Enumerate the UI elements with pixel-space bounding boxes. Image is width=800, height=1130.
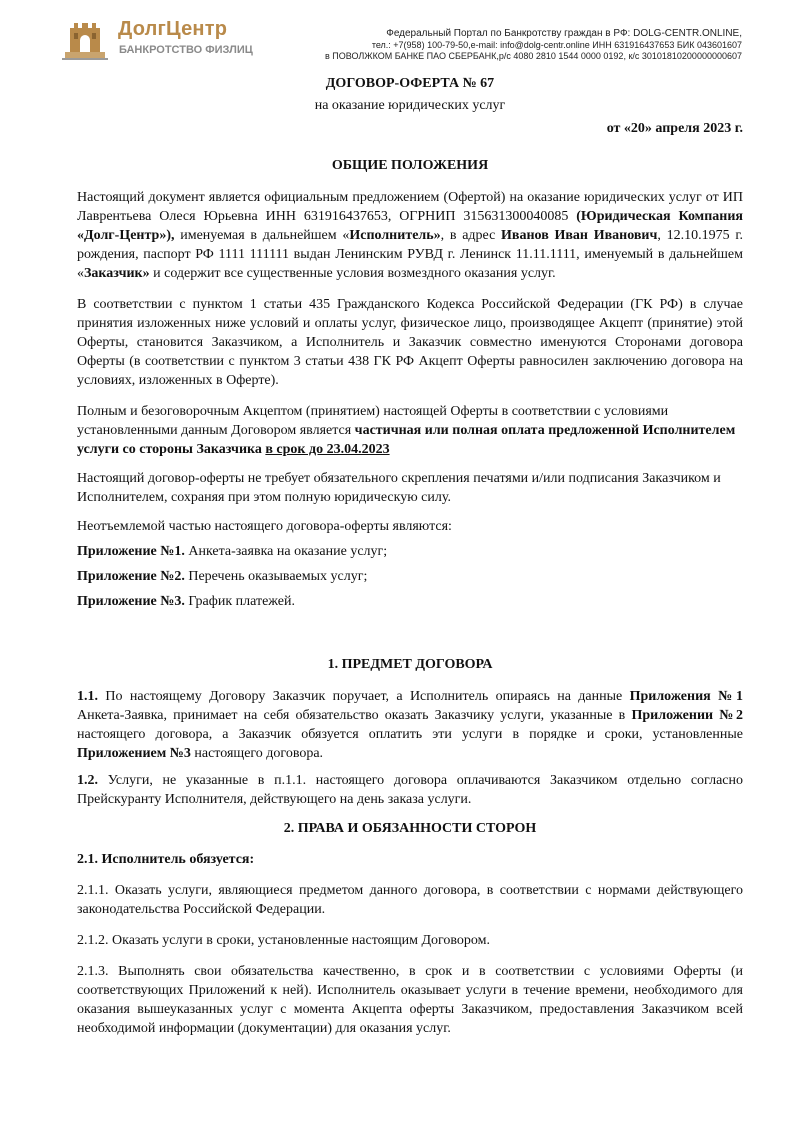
- no-seal-paragraph: Настоящий договор-оферты не требует обязательного скрепления печатями и/или подписания Заказчиком и Исполнителем, сохраняя при этом полную юридическую силу.: [77, 471, 721, 505]
- full-acceptance-paragraph: Полным и безоговорочным Акцептом (принятием) настоящей Оферты в соответствии с условиями установленными данным Договором является частичная или полная оплата предложенной Исполнителем услуги со стороны Заказчика в срок до 23.04.2023: [77, 404, 736, 457]
- brand-name: ДолгЦентр: [118, 18, 228, 40]
- general-provisions-heading: ОБЩИЕ ПОЛОЖЕНИЯ: [331, 158, 489, 173]
- brand-subtitle: БАНКРОТСТВО ФИЗЛИЦ: [119, 44, 253, 56]
- intro-paragraph: Настоящий документ является официальным предложением (Офертой) на оказание юридических услуг от ИП Лаврентьева Олеся Юрьевна ИНН 631916437653, ОГРНИП 315631300040085 (Юридическая Компания «Долг-Центр»), именуемая в дальнейшем «Исполнитель», в адрес Иванов Иван Иванович, 12.10.1975 г. рождения, паспорт РФ 1111 111111 выдан Ленинским РУВД г. Ленинск 11.11.1111, именуемый в дальнейшем «Заказчик» и содержит все существенные условия возмездного оказания услуг.: [77, 190, 743, 281]
- appendix-item: Приложение №2. Перечень оказываемых услуг;: [77, 569, 368, 584]
- section1-heading: 1. ПРЕДМЕТ ДОГОВОРА: [327, 657, 493, 672]
- clause-2-1-2: 2.1.2. Оказать услуги в сроки, установленные настоящим Договором.: [77, 933, 490, 948]
- document-subtitle: на оказание юридических услуг: [314, 98, 506, 113]
- bank-line: в ПОВОЛЖКОМ БАНКЕ ПАО СБЕРБАНК,р/с 4080 2810 1544 0000 0192, к/с 30101810200000000607: [325, 51, 742, 61]
- subsection-2-1-heading: 2.1. Исполнитель обязуется:: [77, 852, 255, 867]
- contacts-line: тел.: +7(958) 100-79-50,e-mail: info@dolg-centr.online ИНН 631916437653 БИК 043601607: [371, 40, 742, 50]
- document-title: ДОГОВОР-ОФЕРТА № 67: [325, 76, 495, 91]
- clause-2-1-1: 2.1.1. Оказать услуги, являющиеся предметом данного договора, в соответствии с нормами действующего законодательства Российской Федерации.: [77, 883, 743, 917]
- document-body: [77, 74, 743, 1038]
- tower-logo-icon: [62, 14, 110, 60]
- acceptance-paragraph: В соответствии с пунктом 1 статьи 435 Гражданского Кодекса Российской Федерации (ГК РФ) в случае принятия изложенных ниже условий и оплаты услуг, физическое лицо, производящее Акцепт (принятие) этой Оферты, становится Заказчиком, а Исполнитель и Заказчик совместно именуются Сторонами договора Оферты (в соответствии с пунктом 3 статьи 438 ГК РФ Акцепт Оферты равносилен заключению договора на условиях, изложенных в Оферте).: [77, 297, 743, 388]
- section2-heading: 2. ПРАВА И ОБЯЗАННОСТИ СТОРОН: [283, 821, 537, 836]
- clause-1-1: 1.1. По настоящему Договору Заказчик поручает, а Исполнитель опираясь на данные Приложения №1 Анкета-Заявка, принимает на себя обязательство оказать Заказчику услуги, указанные в Приложении №2 настоящего договора, а Заказчик обязуется оплатить эти услуги в порядке и сроки, установленные Приложением №3 настоящего договора.: [77, 689, 744, 761]
- appendices-intro: Неотъемлемой частью настоящего договора-оферты являются:: [77, 519, 452, 534]
- header-contact-info: [325, 27, 742, 62]
- document-date: от «20» апреля 2023 г.: [606, 121, 743, 136]
- clause-2-1-3: 2.1.3. Выполнять свои обязательства качественно, в срок и в соответствии с условиями Оферты (и соответствующих Приложений к ней). Исполнитель оказывает услуги в течение времени, необходимого для оказания вышеуказанных услуг с момента Акцепта оферты Заказчиком, предоставления Заказчиком всей необходимой информации (документации) для оказания услуг.: [77, 964, 743, 1036]
- portal-line: Федеральный Портал по Банкротству граждан в РФ: DOLG-CENTR.ONLINE,: [386, 28, 742, 39]
- company-logo: [62, 14, 262, 60]
- appendix-item: Приложение №3. График платежей.: [77, 594, 295, 609]
- appendix-item: Приложение №1. Анкета-заявка на оказание услуг;: [77, 544, 388, 559]
- clause-1-2: 1.2. Услуги, не указанные в п.1.1. настоящего договора оплачиваются Заказчиком отдельно согласно Прейскуранту Исполнителя, действующего на день заказа услуги.: [77, 773, 743, 807]
